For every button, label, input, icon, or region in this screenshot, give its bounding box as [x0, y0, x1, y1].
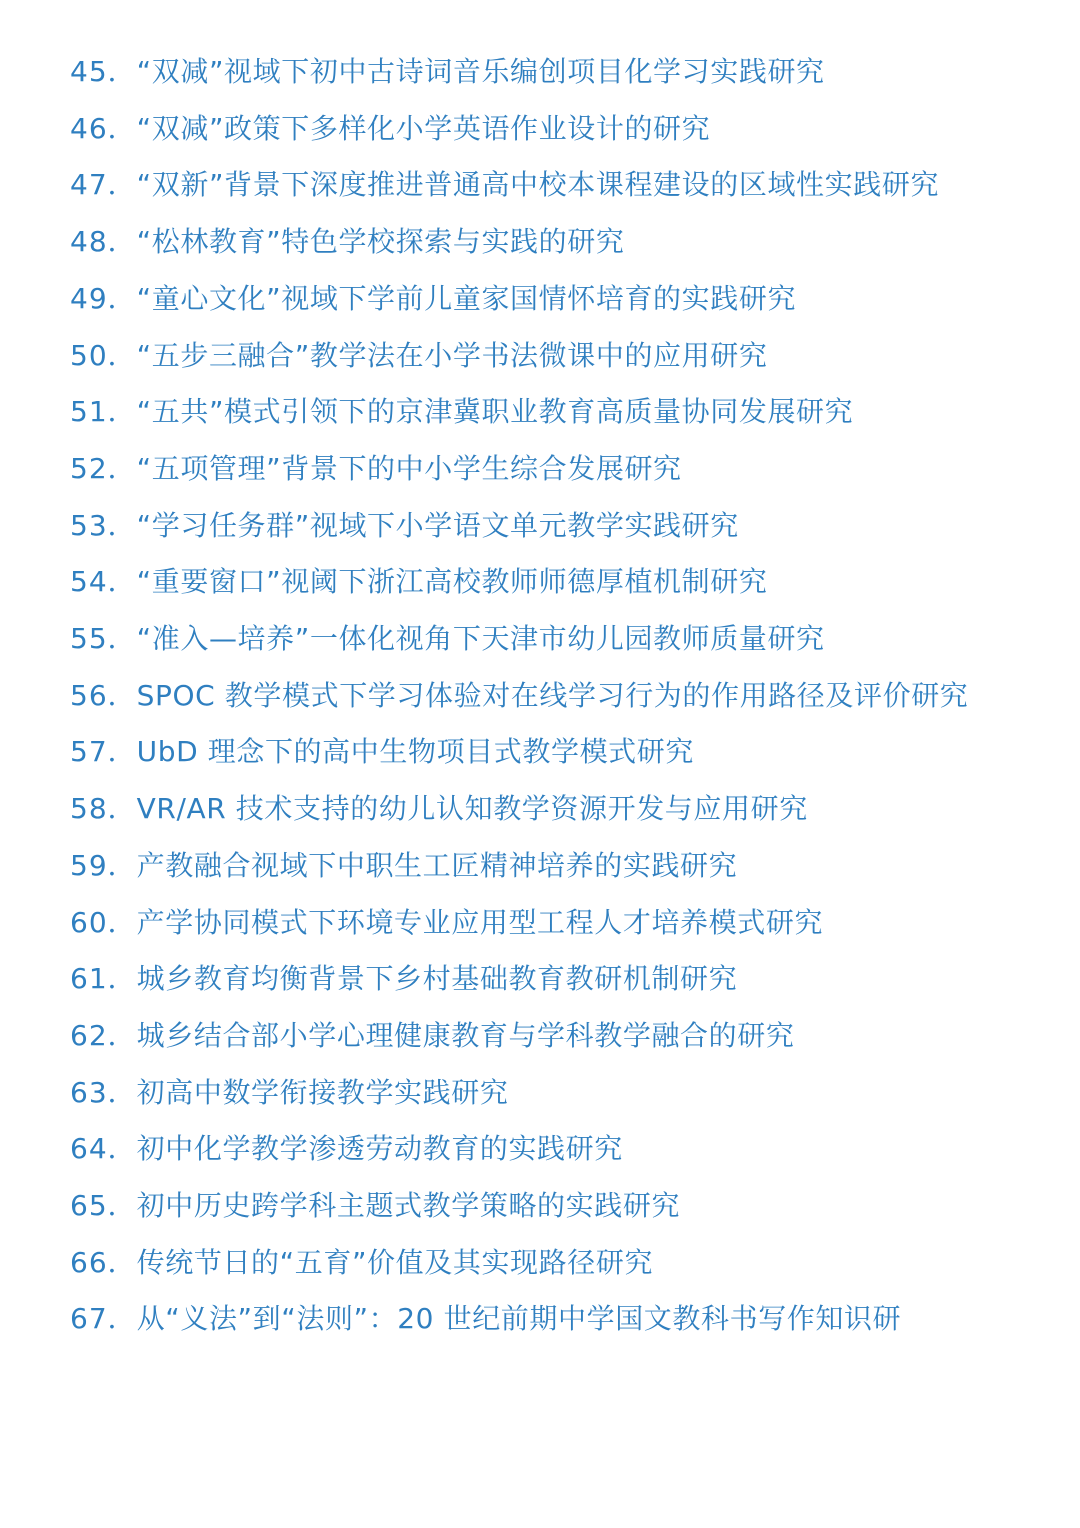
item-number: 61．	[70, 962, 137, 996]
item-number: 62．	[70, 1018, 137, 1052]
item-number: 49．	[70, 281, 137, 315]
item-title: SPOC 教学模式下学习体验对在线学习行为的作用路径及评价研究	[136, 678, 969, 712]
item-number: 67．	[70, 1302, 137, 1336]
item-number: 48．	[70, 225, 137, 259]
list-item	[70, 157, 1035, 214]
item-title: “双新”背景下深度推进普通高中校本课程建设的区域性实践研究	[136, 168, 940, 202]
item-number: 53．	[70, 508, 137, 542]
list-item	[70, 554, 1035, 611]
item-title: 初高中数学衔接教学实践研究	[136, 1075, 509, 1109]
list-item	[70, 895, 1035, 952]
item-title: 产学协同模式下环境专业应用型工程人才培养模式研究	[136, 905, 824, 939]
item-number: 50．	[70, 338, 137, 372]
item-title: “双减”视域下初中古诗词音乐编创项目化学习实践研究	[136, 55, 825, 88]
item-number: 63．	[70, 1075, 137, 1109]
item-number: 46．	[70, 111, 137, 145]
list-item	[70, 498, 1035, 555]
item-number: 64．	[70, 1132, 137, 1166]
list-item	[70, 668, 1035, 725]
list-item	[70, 1065, 1035, 1122]
item-title: “五项管理”背景下的中小学生综合发展研究	[136, 451, 682, 485]
list-item	[70, 101, 1035, 158]
item-title: “双减”政策下多样化小学英语作业设计的研究	[136, 111, 711, 145]
list-item	[70, 441, 1035, 498]
item-number: 59．	[70, 848, 137, 882]
list-item	[70, 781, 1035, 838]
list-item	[70, 328, 1035, 385]
item-number: 47．	[70, 168, 137, 202]
item-number: 52．	[70, 451, 137, 485]
item-title: “五共”模式引领下的京津冀职业教育高质量协同发展研究	[136, 395, 854, 429]
item-number: 57．	[70, 735, 137, 769]
item-title: 初中历史跨学科主题式教学策略的实践研究	[136, 1189, 681, 1223]
item-title: “松林教育”特色学校探索与实践的研究	[136, 225, 625, 259]
item-number: 65．	[70, 1189, 137, 1223]
list-item	[70, 724, 1035, 781]
list-item	[70, 384, 1035, 441]
list-item	[70, 611, 1035, 668]
item-title: “学习任务群”视域下小学语文单元教学实践研究	[136, 508, 739, 542]
list-item	[70, 1235, 1035, 1292]
item-title: 传统节日的“五育”价值及其实现路径研究	[136, 1245, 654, 1279]
item-title: 城乡教育均衡背景下乡村基础教育教研机制研究	[136, 962, 738, 996]
item-number: 55．	[70, 622, 137, 656]
list-item	[70, 44, 1035, 101]
list-item	[70, 1008, 1035, 1065]
list-item	[70, 1178, 1035, 1235]
item-title: 城乡结合部小学心理健康教育与学科教学融合的研究	[136, 1018, 795, 1052]
item-number: 45．	[70, 55, 137, 88]
list-item	[70, 214, 1035, 271]
item-title: 初中化学教学渗透劳动教育的实践研究	[136, 1132, 623, 1166]
item-title: 从“义法”到“法则”：20 世纪前期中学国文教科书写作知识研	[136, 1302, 902, 1336]
list-item	[70, 1121, 1035, 1178]
list-item	[70, 1291, 1035, 1348]
list-item	[70, 951, 1035, 1008]
item-title: “五步三融合”教学法在小学书法微课中的应用研究	[136, 338, 768, 372]
item-title: “重要窗口”视阈下浙江高校教师师德厚植机制研究	[136, 565, 768, 599]
document-list	[70, 44, 1035, 1348]
item-title: “童心文化”视域下学前儿童家国情怀培育的实践研究	[136, 281, 797, 315]
item-number: 54．	[70, 565, 137, 599]
item-title: UbD 理念下的高中生物项目式教学模式研究	[136, 735, 694, 769]
item-number: 60．	[70, 905, 137, 939]
list-item	[70, 838, 1035, 895]
item-number: 58．	[70, 792, 137, 826]
item-number: 66．	[70, 1245, 137, 1279]
item-title: 产教融合视域下中职生工匠精神培养的实践研究	[136, 848, 738, 882]
item-number: 51．	[70, 395, 137, 429]
item-title: “准入—培养”一体化视角下天津市幼儿园教师质量研究	[136, 622, 825, 656]
list-item	[70, 271, 1035, 328]
item-title: VR/AR 技术支持的幼儿认知教学资源开发与应用研究	[136, 792, 808, 826]
item-number: 56．	[70, 678, 137, 712]
